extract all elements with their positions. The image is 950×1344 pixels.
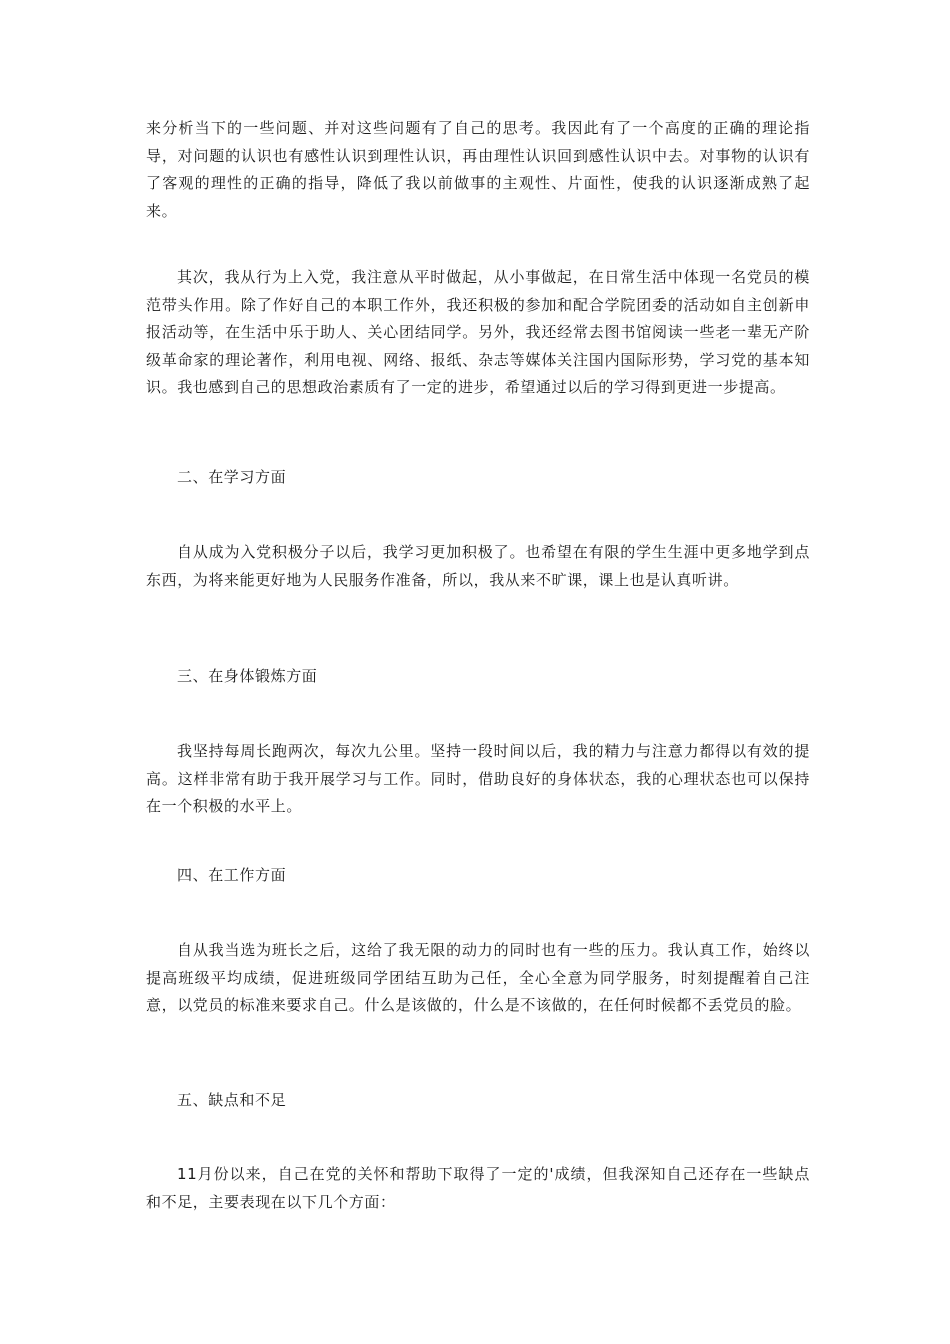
heading-shortcomings: 五、缺点和不足 [177, 1091, 287, 1109]
paragraph-work: 自从我当选为班长之后，这给了我无限的动力的同时也有一些的压力。我认真工作，始终以提高班级平均成绩，促进班级同学团结互助为己任，全心全意为同学服务，时刻提醒着自己注意，以党员的标准来要求自己。什么是该做的，什么是不该做的，在任何时候都不丢党员的脸。 [146, 941, 810, 1014]
heading-work: 四、在工作方面 [177, 866, 287, 884]
paragraph-behavior: 其次，我从行为上入党，我注意从平时做起，从小事做起，在日常生活中体现一名党员的模范带头作用。除了作好自己的本职工作外，我还积极的参加和配合学院团委的活动如自主创新申报活动等，在生活中乐于助人、关心团结同学。另外，我还经常去图书馆阅读一些老一辈无产阶级革命家的理论著作，利用电视、网络、报纸、杂志等媒体关注国内国际形势，学习党的基本知识。我也感到自己的思想政治素质有了一定的进步，希望通过以后的学习得到更进一步提高。 [146, 268, 810, 396]
heading-study: 二、在学习方面 [177, 468, 287, 486]
paragraph-exercise: 我坚持每周长跑两次，每次九公里。坚持一段时间以后，我的精力与注意力都得以有效的提高。这样非常有助于我开展学习与工作。同时，借助良好的身体状态，我的心理状态也可以保持在一个积极的水平上。 [146, 742, 810, 815]
paragraph-study: 自从成为入党积极分子以后，我学习更加积极了。也希望在有限的学生生涯中更多地学到点东西，为将来能更好地为人民服务作准备，所以，我从来不旷课，课上也是认真听讲。 [146, 543, 810, 589]
paragraph-cognition: 来分析当下的一些问题、并对这些问题有了自己的思考。我因此有了一个高度的正确的理论指导，对问题的认识也有感性认识到理性认识，再由理性认识回到感性认识中去。对事物的认识有了客观的理性的正确的指导，降低了我以前做事的主观性、片面性，使我的认识逐渐成熟了起来。 [146, 119, 810, 220]
paragraph-shortcomings: 11月份以来，自己在党的关怀和帮助下取得了一定的'成绩，但我深知自己还存在一些缺点和不足，主要表现在以下几个方面： [146, 1165, 810, 1211]
heading-exercise: 三、在身体锻炼方面 [177, 667, 318, 685]
